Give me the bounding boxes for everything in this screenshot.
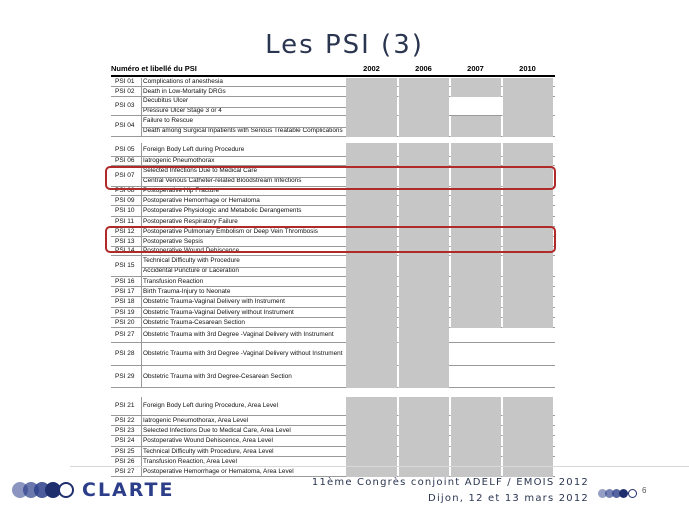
psi-label: Postoperative Hemorrhage or Hematoma	[143, 196, 260, 204]
psi-label: Iatrogenic Pneumothorax	[143, 157, 215, 164]
psi-label: Transfusion Reaction, Area Level	[143, 457, 237, 465]
psi-label-group	[141, 143, 346, 157]
table-row	[111, 116, 555, 137]
year-cell	[450, 206, 501, 217]
psi-label: Obstetric Trauma with 3rd Degree-Cesarean Section	[143, 372, 292, 380]
year-cell	[502, 297, 553, 308]
table-row	[111, 143, 555, 157]
column-separator	[502, 416, 503, 425]
psi-label: Technical Difficulty with Procedure, Area Level	[143, 447, 274, 455]
psi-label: Obstetric Trauma-Vaginal Delivery without Instrument	[143, 308, 294, 316]
year-cell	[450, 143, 501, 157]
column-separator	[502, 206, 503, 216]
year-cell	[398, 328, 449, 343]
psi-label-group	[141, 366, 346, 388]
column-separator	[450, 277, 451, 286]
table-row	[111, 366, 555, 388]
column-separator	[502, 277, 503, 286]
year-cell	[450, 308, 501, 318]
psi-label-group	[141, 426, 346, 436]
psi-code: PSI 05	[115, 145, 135, 153]
psi-code: PSI 22	[115, 416, 135, 424]
label-separator	[141, 127, 346, 128]
column-separator	[502, 308, 503, 317]
column-separator	[450, 467, 451, 476]
psi-label: Accidental Puncture or Laceration	[143, 267, 239, 275]
year-cell	[398, 366, 449, 388]
year-cell	[346, 287, 397, 297]
table-row	[111, 78, 555, 87]
year-cell	[346, 157, 397, 166]
psi-label-group	[141, 196, 346, 206]
psi-label-group	[141, 256, 346, 277]
logo-ring-icon	[58, 482, 74, 498]
psi-label: Obstetric Trauma with 3rd Degree -Vaginal Delivery with Instrument	[143, 331, 334, 338]
year-cell	[450, 416, 501, 426]
column-separator	[450, 116, 451, 136]
year-cell	[450, 78, 501, 87]
psi-label: Foreign Body Left during Procedure	[143, 145, 245, 153]
year-cell	[346, 366, 397, 388]
column-separator	[398, 397, 399, 415]
year-cell	[450, 87, 501, 97]
psi-code: PSI 28	[115, 350, 135, 357]
column-separator	[502, 217, 503, 226]
year-cell	[346, 277, 397, 287]
column-header-2002: 2002	[363, 64, 380, 73]
psi-label: Iatrogenic Pneumothorax, Area Level	[143, 416, 249, 424]
table-row	[111, 416, 555, 426]
psi-label: Death in Low-Mortality DRGs	[143, 87, 226, 95]
year-cell	[502, 416, 553, 426]
column-separator	[398, 328, 399, 342]
slide-title: Les PSI (3)	[265, 30, 424, 60]
year-cell	[502, 287, 553, 297]
year-cell	[502, 196, 553, 206]
year-cell	[346, 78, 397, 87]
year-cell	[398, 206, 449, 217]
year-cell	[398, 318, 449, 328]
psi-label: Postoperative Wound Dehiscence, Area Level	[143, 437, 273, 444]
pager-dot-icon	[619, 489, 628, 498]
psi-label-group	[141, 287, 346, 297]
footer-conference: 11ème Congrès conjoint ADELF / EMOIS 2012	[311, 477, 589, 488]
column-separator	[502, 397, 503, 415]
psi-label-group	[141, 328, 346, 343]
highlight-box-psi-12-13	[105, 226, 556, 253]
pager-dots	[598, 488, 638, 500]
psi-label: Technical Difficulty with Procedure	[143, 256, 240, 264]
psi-code: PSI 19	[115, 308, 135, 316]
psi-code: PSI 08	[115, 187, 135, 194]
column-separator	[398, 78, 399, 86]
year-cell	[346, 397, 397, 416]
year-cell	[450, 328, 501, 343]
psi-label: Obstetric Trauma with 3rd Degree -Vaginal Delivery without Instrument	[143, 350, 343, 357]
psi-label-group	[141, 157, 346, 166]
psi-label-group	[141, 87, 346, 97]
psi-code: PSI 11	[115, 217, 135, 225]
column-separator	[450, 287, 451, 296]
table-row	[111, 447, 555, 457]
column-separator	[398, 87, 399, 96]
column-separator	[398, 366, 399, 387]
column-separator	[398, 318, 399, 327]
year-cell	[450, 318, 501, 328]
year-cell	[502, 318, 553, 328]
table-row	[111, 87, 555, 97]
psi-code: PSI 16	[115, 277, 135, 285]
header-rule	[111, 75, 555, 77]
psi-code: PSI 17	[115, 287, 135, 295]
psi-code: PSI 06	[115, 157, 135, 164]
year-cell	[450, 277, 501, 287]
column-separator	[398, 157, 399, 165]
year-cell	[450, 287, 501, 297]
year-cell	[398, 467, 449, 477]
column-separator	[450, 143, 451, 156]
year-cell	[450, 116, 501, 137]
table-row	[111, 277, 555, 287]
psi-code: PSI 12	[115, 227, 135, 235]
psi-code: PSI 03	[115, 102, 135, 109]
column-separator	[398, 416, 399, 425]
column-header-2007: 2007	[467, 64, 484, 73]
psi-label-group	[141, 277, 346, 287]
year-cell	[502, 97, 553, 116]
psi-label-group	[141, 397, 346, 416]
psi-label-group	[141, 318, 346, 328]
psi-code: PSI 14	[115, 247, 135, 254]
table-row	[111, 256, 555, 277]
table-row	[111, 157, 555, 166]
column-separator	[502, 256, 503, 276]
psi-code: PSI 02	[115, 87, 135, 95]
column-separator	[398, 256, 399, 276]
psi-code: PSI 10	[115, 207, 135, 214]
column-separator	[502, 143, 503, 156]
column-separator	[398, 308, 399, 317]
year-cell	[398, 447, 449, 457]
column-header-2006: 2006	[415, 64, 432, 73]
column-separator	[398, 447, 399, 456]
column-separator	[502, 78, 503, 86]
psi-label: Selected Infections Due to Medical Care	[143, 166, 258, 174]
column-separator	[502, 426, 503, 435]
year-cell	[398, 87, 449, 97]
year-cell	[346, 297, 397, 308]
psi-label: Transfusion Reaction	[143, 277, 204, 285]
year-cell	[502, 87, 553, 97]
year-cell	[398, 436, 449, 447]
label-separator	[141, 267, 346, 268]
year-cell	[450, 343, 501, 366]
psi-code: PSI 18	[115, 298, 135, 305]
column-separator	[502, 318, 503, 327]
year-cell	[346, 308, 397, 318]
column-separator	[398, 97, 399, 115]
year-cell	[450, 397, 501, 416]
year-cell	[502, 397, 553, 416]
psi-code: PSI 01	[115, 78, 135, 85]
column-separator	[450, 426, 451, 435]
psi-label: Postoperative Physiologic and Metabolic Derangements	[143, 207, 302, 214]
year-cell	[502, 78, 553, 87]
year-cell	[502, 426, 553, 436]
year-cell	[398, 157, 449, 166]
psi-label-group	[141, 97, 346, 116]
psi-label: Death among Surgical Inpatients with Serious Treatable Complications	[143, 127, 343, 135]
column-separator	[450, 328, 451, 342]
table-row	[111, 426, 555, 436]
year-cell	[398, 426, 449, 436]
psi-label-group	[141, 467, 346, 477]
table-row	[111, 196, 555, 206]
column-separator	[450, 217, 451, 226]
year-cell	[346, 328, 397, 343]
footer-divider	[70, 466, 689, 467]
year-cell	[450, 196, 501, 206]
table-row	[111, 308, 555, 318]
column-separator	[398, 206, 399, 216]
column-separator	[502, 328, 503, 342]
column-separator	[398, 436, 399, 446]
psi-code: PSI 23	[115, 426, 135, 434]
year-cell	[398, 143, 449, 157]
psi-label: Obstetric Trauma-Cesarean Section	[143, 318, 245, 326]
column-separator	[398, 457, 399, 466]
column-separator	[450, 457, 451, 466]
year-cell	[346, 97, 397, 116]
column-separator	[398, 343, 399, 365]
year-cell	[398, 116, 449, 137]
column-separator	[450, 206, 451, 216]
year-cell	[502, 143, 553, 157]
year-cell	[346, 256, 397, 277]
column-separator	[502, 87, 503, 96]
table-row	[111, 328, 555, 343]
year-cell	[450, 426, 501, 436]
table-row	[111, 467, 555, 477]
column-separator	[450, 366, 451, 387]
year-cell	[450, 366, 501, 388]
column-separator	[502, 343, 503, 365]
year-cell	[398, 78, 449, 87]
year-cell	[502, 206, 553, 217]
psi-label: Central Venous Catheter-related Bloodstream Infections	[143, 177, 302, 185]
year-cell	[502, 328, 553, 343]
psi-label: Postoperative Hemorrhage or Hematoma, Area Level	[143, 467, 294, 475]
column-separator	[450, 256, 451, 276]
psi-label: Failure to Rescue	[143, 116, 194, 124]
column-separator	[502, 447, 503, 456]
table-row	[111, 206, 555, 217]
year-cell	[398, 97, 449, 116]
column-separator	[450, 196, 451, 205]
year-cell	[502, 366, 553, 388]
table-row	[111, 287, 555, 297]
psi-label-group	[141, 116, 346, 137]
year-cell	[502, 467, 553, 477]
psi-label: Postoperative Hip Fracture	[143, 187, 220, 194]
psi-label-group	[141, 343, 346, 366]
year-cell	[450, 447, 501, 457]
table-row	[111, 436, 555, 447]
column-separator	[502, 196, 503, 205]
column-separator	[450, 308, 451, 317]
psi-label: Selected Infections Due to Medical Care, Area Level	[143, 426, 291, 434]
column-separator	[450, 416, 451, 425]
year-cell	[450, 467, 501, 477]
year-cell	[398, 277, 449, 287]
psi-code: PSI 20	[115, 318, 135, 326]
column-separator	[502, 97, 503, 115]
psi-label: Decubitus Ulcer	[143, 97, 189, 105]
year-cell	[346, 343, 397, 366]
psi-code: PSI 27	[115, 467, 135, 475]
column-separator	[398, 287, 399, 296]
psi-label-group	[141, 297, 346, 308]
psi-label-group	[141, 447, 346, 457]
column-separator	[450, 447, 451, 456]
psi-label-group	[141, 436, 346, 447]
year-cell	[502, 343, 553, 366]
year-cell	[346, 206, 397, 217]
highlight-box-psi-07	[105, 166, 556, 190]
year-cell	[398, 287, 449, 297]
column-separator	[502, 116, 503, 136]
psi-code: PSI 13	[115, 237, 135, 245]
pager-ring-icon	[628, 489, 637, 498]
year-cell	[502, 447, 553, 457]
column-separator	[450, 97, 451, 115]
year-cell	[450, 436, 501, 447]
year-cell	[502, 256, 553, 277]
column-separator	[398, 467, 399, 476]
column-separator	[502, 467, 503, 476]
page-number: 6	[642, 486, 647, 495]
year-cell	[502, 116, 553, 137]
year-cell	[346, 416, 397, 426]
table-row	[111, 97, 555, 116]
psi-code: PSI 25	[115, 447, 135, 455]
year-cell	[346, 116, 397, 137]
column-separator	[450, 78, 451, 86]
column-header-2010: 2010	[519, 64, 536, 73]
psi-label-group	[141, 416, 346, 426]
table-row	[111, 397, 555, 416]
psi-code: PSI 29	[115, 372, 135, 380]
column-separator	[398, 426, 399, 435]
column-separator	[450, 318, 451, 327]
column-separator	[450, 87, 451, 96]
year-cell	[398, 308, 449, 318]
column-separator	[502, 366, 503, 387]
psi-code: PSI 07	[115, 172, 135, 179]
year-cell	[398, 343, 449, 366]
psi-code: PSI 04	[115, 122, 135, 129]
table-row	[111, 343, 555, 366]
psi-label-group	[141, 78, 346, 87]
year-cell	[398, 297, 449, 308]
table-row	[111, 318, 555, 328]
label-separator	[141, 107, 346, 108]
year-cell	[502, 308, 553, 318]
psi-code: PSI 09	[115, 196, 135, 204]
year-cell	[398, 397, 449, 416]
column-separator	[398, 217, 399, 226]
year-cell	[450, 256, 501, 277]
psi-label: Complications of anesthesia	[143, 78, 223, 85]
table-row	[111, 297, 555, 308]
column-separator	[450, 436, 451, 446]
year-cell	[450, 157, 501, 166]
column-separator	[502, 287, 503, 296]
year-cell	[502, 157, 553, 166]
year-cell	[346, 143, 397, 157]
column-separator	[450, 397, 451, 415]
psi-label: Postoperative Wound Dehiscence	[143, 247, 240, 254]
psi-label-group	[141, 206, 346, 217]
year-cell	[346, 318, 397, 328]
column-separator	[502, 297, 503, 307]
psi-code: PSI 21	[115, 402, 135, 409]
psi-label-group	[141, 308, 346, 318]
psi-code: PSI 24	[115, 437, 135, 444]
column-separator	[502, 436, 503, 446]
column-separator	[502, 157, 503, 165]
column-separator	[398, 297, 399, 307]
footer-dates: Dijon, 12 et 13 mars 2012	[428, 493, 589, 504]
column-header-psi: Numéro et libellé du PSI	[111, 64, 197, 73]
clarte-logo	[12, 478, 182, 502]
year-cell	[346, 467, 397, 477]
column-separator	[398, 116, 399, 136]
psi-label: Foreign Body Left during Procedure, Area Level	[143, 402, 278, 409]
psi-label: Postoperative Sepsis	[143, 237, 204, 245]
year-cell	[346, 87, 397, 97]
year-cell	[398, 256, 449, 277]
year-cell	[450, 97, 501, 116]
year-cell	[346, 436, 397, 447]
psi-label: Postoperative Pulmonary Embolism or Deep Vein Thrombosis	[143, 227, 318, 235]
psi-label: Obstetric Trauma-Vaginal Delivery with Instrument	[143, 298, 285, 305]
year-cell	[398, 416, 449, 426]
column-separator	[398, 277, 399, 286]
year-cell	[346, 426, 397, 436]
year-cell	[346, 196, 397, 206]
column-separator	[450, 157, 451, 165]
year-cell	[398, 196, 449, 206]
column-separator	[450, 343, 451, 365]
column-separator	[398, 196, 399, 205]
psi-label: Birth Trauma-Injury to Neonate	[143, 287, 231, 295]
psi-label: Postoperative Respiratory Failure	[143, 217, 238, 225]
year-cell	[450, 297, 501, 308]
psi-code: PSI 15	[115, 262, 135, 269]
logo-text: CLARTE	[82, 479, 175, 501]
year-cell	[346, 447, 397, 457]
year-cell	[502, 277, 553, 287]
psi-label: Pressure Ulcer Stage 3 or 4	[143, 106, 222, 114]
psi-code: PSI 27	[115, 331, 135, 338]
year-cell	[502, 436, 553, 447]
column-separator	[398, 143, 399, 156]
column-separator	[502, 457, 503, 466]
psi-code: PSI 26	[115, 457, 135, 465]
column-separator	[450, 297, 451, 307]
